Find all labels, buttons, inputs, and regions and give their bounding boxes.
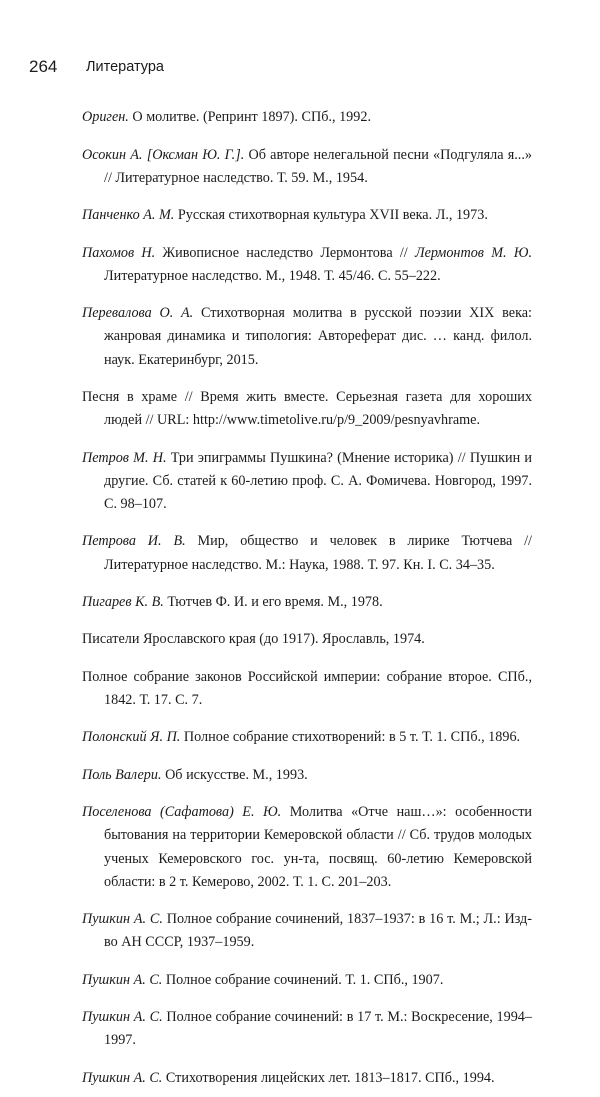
bib-entry xyxy=(82,726,532,749)
entry-author: Петров М. Н. xyxy=(82,449,167,466)
bib-entry xyxy=(82,386,532,432)
bib-entry xyxy=(82,591,532,614)
entry-text: Молитва «Отче наш…»: особенности бытования на территории Кемеровской области // Сб. трудов молодых ученых Кемеровского гос. ун-та, посвящ. 60-летию Кемеровской области: в 2 т. Кемерово, 2002. Т. 1. С. 201–203. xyxy=(104,804,533,890)
bib-entry xyxy=(82,447,532,517)
bib-entry xyxy=(82,801,532,894)
bib-entry xyxy=(82,530,532,576)
entry-author: Петрова И. В. xyxy=(82,533,186,550)
entry-text: Тютчев Ф. И. и его время. М., 1978. xyxy=(163,593,383,610)
bib-entry xyxy=(82,106,532,129)
bib-entry xyxy=(82,1006,532,1052)
entry-text: Русская стихотворная культура XVII века. Л., 1973. xyxy=(174,207,488,224)
entry-author: Панченко А. М. xyxy=(82,207,175,224)
entry-author: Поселенова (Сафатова) Е. Ю. xyxy=(82,804,282,821)
entry-text: Песня в храме // Время жить вместе. Серьезная газета для хороших людей // URL: http://www.timetolive.ru/p/9_2009/pesnyavhrame. xyxy=(82,388,532,429)
page-number: 264 xyxy=(29,57,58,76)
entry-author: Пушкин А. С. xyxy=(82,971,163,988)
bib-entry xyxy=(82,1067,532,1090)
entry-author: Ориген. xyxy=(82,109,129,126)
entry-text: О молитве. (Репринт 1897). СПб., 1992. xyxy=(128,109,371,126)
bib-entry xyxy=(82,302,532,372)
entry-text: Стихотворная молитва в русской поэзии XIX века: жанровая динамика и типология: Автореферат дис. … канд. филол. наук. Екатеринбург, 2015. xyxy=(104,305,532,368)
entry-author: Пушкин А. С. xyxy=(82,911,163,928)
entry-text-secondary: Литературное наследство. М., 1948. Т. 45/46. С. 55–222. xyxy=(104,267,441,284)
entry-author: Пахомов Н. xyxy=(82,244,156,261)
entry-text: Полное собрание сочинений. Т. 1. СПб., 1907. xyxy=(162,971,444,988)
entry-author: Пушкин А. С. xyxy=(82,1069,163,1086)
bib-entry xyxy=(82,666,532,712)
bib-entry xyxy=(82,242,532,288)
section-title: Литература xyxy=(86,59,164,75)
page-header xyxy=(29,57,549,81)
entry-author: Осокин А. [Оксман Ю. Г.]. xyxy=(82,146,245,163)
entry-text: Три эпиграммы Пушкина? (Мнение историка) // Пушкин и другие. Сб. статей к 60-летию проф. С. А. Фомичева. Новгород, 1997. С. 98–107. xyxy=(104,449,532,512)
entry-author: Пигарев К. В. xyxy=(82,593,164,610)
bib-entry xyxy=(82,204,532,227)
entry-text: Об авторе нелегальной песни «Подгуляла я...» // Литературное наследство. Т. 59. М., 1954. xyxy=(104,146,532,186)
entry-author-secondary: Лермонтов М. Ю. xyxy=(414,244,532,261)
bib-entry xyxy=(82,969,532,992)
entry-text: Живописное наследство Лермонтова // xyxy=(155,244,415,261)
entry-text: Полное собрание сочинений, 1837–1937: в 16 т. М.; Л.: Изд-во АН СССР, 1937–1959. xyxy=(104,911,532,951)
bib-entry xyxy=(82,628,532,651)
entry-text: Мир, общество и человек в лирике Тютчева // Литературное наследство. М.: Наука, 1988. Т. 97. Кн. I. С. 34–35. xyxy=(104,533,532,573)
bib-entry xyxy=(82,144,532,190)
bibliography-list xyxy=(82,92,532,1097)
entry-text: Писатели Ярославского края (до 1917). Ярославль, 1974. xyxy=(82,631,425,648)
entry-author: Поль Валери. xyxy=(82,766,162,783)
bib-entry xyxy=(82,908,532,954)
entry-author: Пушкин А. С. xyxy=(82,1009,163,1026)
entry-author: Перевалова О. А. xyxy=(82,305,194,322)
entry-text: Стихотворения лицейских лет. 1813–1817. СПб., 1994. xyxy=(162,1069,495,1086)
entry-text: Полное собрание сочинений: в 17 т. М.: Воскресение, 1994–1997. xyxy=(104,1009,532,1049)
entry-author: Полонский Я. П. xyxy=(82,729,181,746)
bib-entry xyxy=(82,764,532,787)
entry-text: Об искусстве. М., 1993. xyxy=(161,766,308,783)
entry-text: Полное собрание стихотворений: в 5 т. Т. 1. СПб., 1896. xyxy=(180,729,521,746)
entry-text: Полное собрание законов Российской империи: собрание второе. СПб., 1842. Т. 17. С. 7. xyxy=(82,668,532,708)
